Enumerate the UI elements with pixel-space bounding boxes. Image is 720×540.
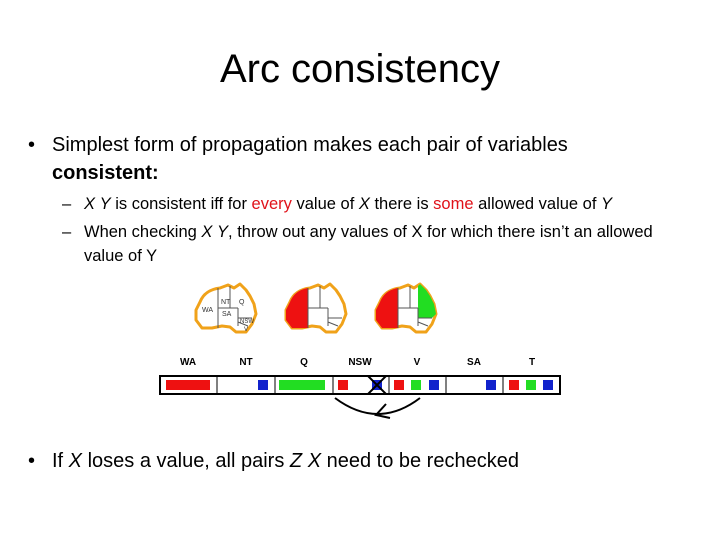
text-segment: If <box>52 450 69 472</box>
domain-value-q-green <box>279 380 325 390</box>
header-nt: NT <box>239 357 253 368</box>
var-x: X <box>68 450 83 472</box>
australia-map-1 <box>196 284 256 333</box>
map-label-q: Q <box>239 299 245 306</box>
text-segment: When checking <box>84 223 202 241</box>
domain-value-v-red <box>394 380 404 390</box>
domain-value-nsw-red <box>338 380 348 390</box>
word-every: every <box>251 195 292 213</box>
header-wa: WA <box>179 357 197 368</box>
text-segment: allowed value of <box>473 195 602 213</box>
state-wa-filled <box>376 288 398 328</box>
domain-value-nt-blue <box>258 380 268 390</box>
text-segment: there is <box>369 195 434 213</box>
map-label-nt: NT <box>221 299 231 306</box>
bullet-text <box>52 447 678 475</box>
map-label-v: V <box>244 327 249 333</box>
text-segment: is consistent iff for <box>110 195 252 213</box>
map-label-sa: SA <box>222 311 232 318</box>
bullet-recheck <box>28 447 678 475</box>
subbullet-text <box>84 192 682 216</box>
var-z: Z <box>289 450 303 472</box>
header-sa: SA <box>467 357 481 368</box>
arc-arrow <box>335 398 420 414</box>
arc-arrowhead <box>376 404 390 418</box>
var-y: Y <box>99 195 111 213</box>
domain-value-wa-red <box>166 380 210 390</box>
domain-row-frame <box>160 376 560 394</box>
header-t: T <box>528 357 536 368</box>
domain-table <box>150 352 570 428</box>
australia-maps-figure <box>190 282 450 340</box>
bullet-text <box>52 131 678 187</box>
var-y: Y <box>601 195 613 213</box>
bullet-text-consistent: consistent: <box>52 162 159 184</box>
map-label-wa: WA <box>202 307 214 314</box>
state-wa-filled <box>286 288 308 328</box>
domain-value-v-green <box>411 380 421 390</box>
domain-value-t-blue <box>543 380 553 390</box>
subbullet-definition <box>62 192 682 216</box>
header-q: Q <box>300 357 308 368</box>
text-segment: need to be rechecked <box>321 450 519 472</box>
domain-value-v-blue <box>429 380 439 390</box>
var-x: X <box>84 195 96 213</box>
var-y: Y <box>217 223 229 241</box>
text-segment: loses a value, all pairs <box>82 450 290 472</box>
header-nsw: NSW <box>348 357 372 368</box>
text-segment: value of <box>291 195 359 213</box>
australia-map-3 <box>376 284 436 332</box>
australia-map-2 <box>286 284 346 332</box>
var-x: X <box>307 450 322 472</box>
bullet-simplest-form <box>28 131 678 187</box>
text-segment: , throw out any values of X for which there isn’t an allowed value of Y <box>84 223 653 265</box>
bullet-marker: • <box>28 134 36 156</box>
var-x: X <box>358 195 370 213</box>
domain-value-t-red <box>509 380 519 390</box>
subbullet-checking <box>62 220 682 268</box>
subbullet-text <box>84 220 682 268</box>
slide-title: Arc consistency <box>219 47 501 91</box>
var-x: X <box>201 223 213 241</box>
bullet-marker: • <box>28 450 36 472</box>
subbullet-marker: – <box>62 223 72 241</box>
domain-value-sa-blue <box>486 380 496 390</box>
map-label-nsw: NSW <box>240 319 254 325</box>
word-some: some <box>433 195 474 213</box>
bullet-text-a: Simplest form of propagation makes each pair of variables <box>52 134 568 156</box>
header-v: V <box>413 357 421 368</box>
subbullet-marker: – <box>62 195 72 213</box>
domain-value-t-green <box>526 380 536 390</box>
